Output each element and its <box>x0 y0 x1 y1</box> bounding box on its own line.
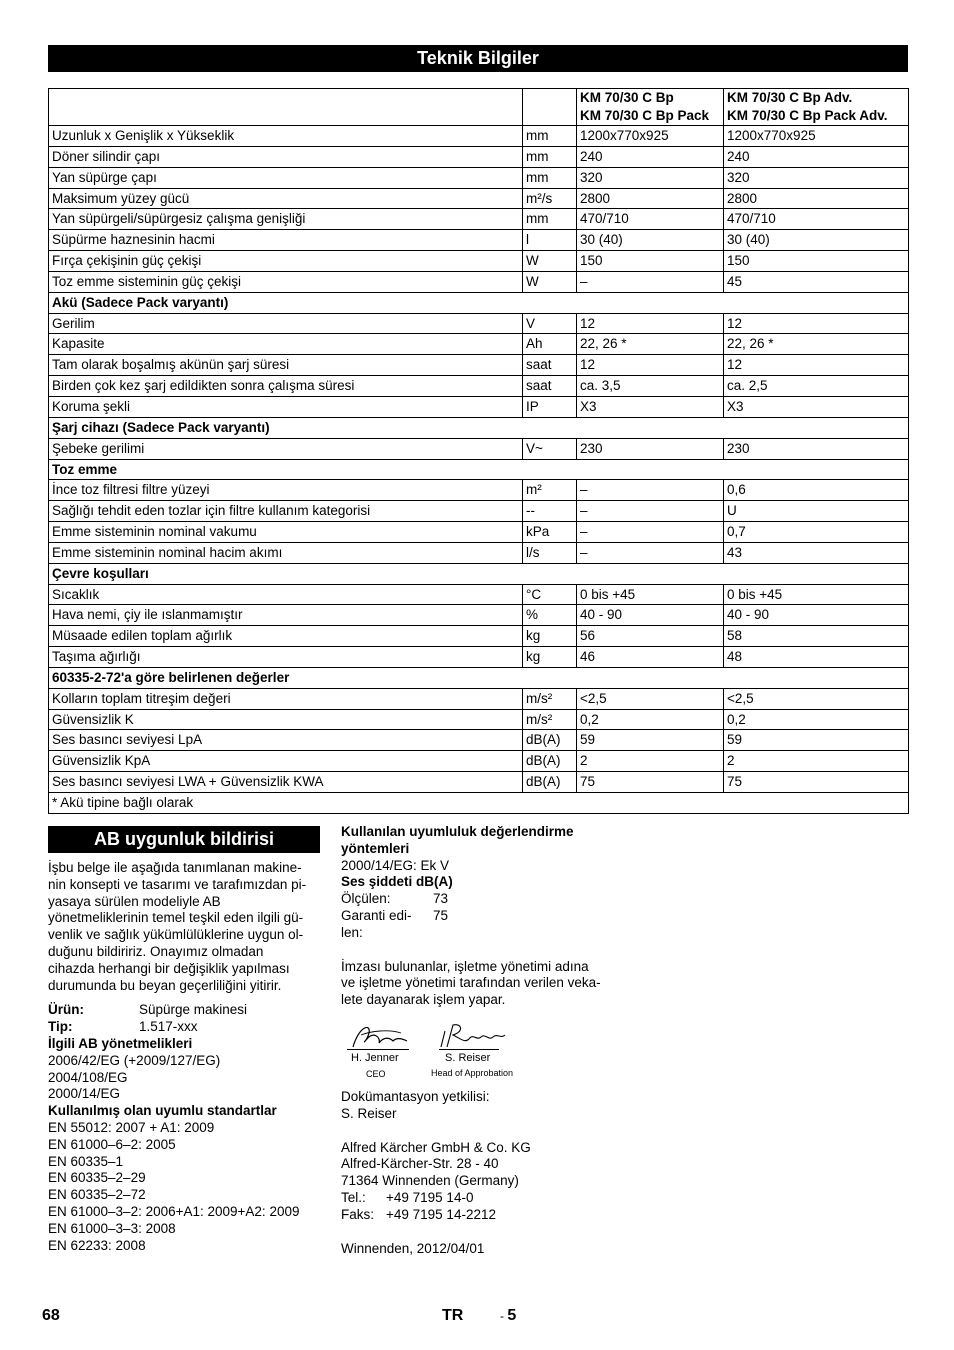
table-section-row <box>49 459 909 480</box>
fax-value: +49 7195 14-2212 <box>386 1206 496 1222</box>
measured-value: 73 <box>433 891 449 907</box>
conformity-right-column <box>341 824 631 1257</box>
header-model-1-line2: KM 70/30 C Bp Pack <box>580 108 710 123</box>
table-row <box>49 605 909 626</box>
row-value-model-1: 2 <box>577 751 724 772</box>
table-row <box>49 751 909 772</box>
type-row <box>48 1019 323 1036</box>
standard-item: EN 61000–3–2: 2006+A1: 2009+A2: 2009 <box>48 1203 300 1219</box>
intro-line: İşbu belge ile aşağıda tanımlanan makine- <box>48 860 302 875</box>
signatories-line: lete dayanarak işlem yapar. <box>341 992 506 1008</box>
row-unit: l <box>523 230 577 251</box>
row-unit: l/s <box>523 542 577 563</box>
directives-heading: İlgili AB yönetmelikleri <box>48 1035 193 1051</box>
standard-item: EN 55012: 2007 + A1: 2009 <box>48 1119 215 1135</box>
row-value-model-2: X3 <box>724 396 909 417</box>
header-cell-unit <box>523 89 577 126</box>
table-section-row <box>49 563 909 584</box>
signature-2-name: S. Reiser <box>445 1051 491 1064</box>
company-line: Alfred Kärcher GmbH & Co. KG <box>341 1139 531 1155</box>
standard-item: EN 60335–2–29 <box>48 1170 146 1186</box>
table-row <box>49 230 909 251</box>
row-value-model-2: 58 <box>724 626 909 647</box>
header-model-2-line1: KM 70/30 C Bp Adv. <box>727 90 853 105</box>
intro-line: venlik ve sağlık yükümlülüklerine uygun ol- <box>48 927 304 943</box>
row-value-model-2: 2800 <box>724 188 909 209</box>
row-unit: % <box>523 605 577 626</box>
row-description: İnce toz filtresi filtre yüzeyi <box>49 480 523 501</box>
row-value-model-1: 470/710 <box>577 209 724 230</box>
row-value-model-2: ca. 2,5 <box>724 376 909 397</box>
row-unit: m/s² <box>523 688 577 709</box>
standard-item: EN 61000–3–3: 2008 <box>48 1220 176 1236</box>
row-unit: mm <box>523 146 577 167</box>
row-value-model-1: 12 <box>577 313 724 334</box>
row-value-model-1: – <box>577 522 724 543</box>
row-description: Yan süpürgeli/süpürgesiz çalışma genişliği <box>49 209 523 230</box>
row-description: Yan süpürge çapı <box>49 167 523 188</box>
row-unit: V <box>523 313 577 334</box>
row-description: Sağlığı tehdit eden tozlar için filtre kullanım kategorisi <box>49 501 523 522</box>
standard-item: EN 61000–6–2: 2005 <box>48 1136 176 1152</box>
directive-item: 2000/14/EG <box>48 1086 121 1102</box>
table-section-row <box>49 417 909 438</box>
row-unit: dB(A) <box>523 751 577 772</box>
section-heading: Akü (Sadece Pack varyantı) <box>49 292 909 313</box>
row-unit: saat <box>523 355 577 376</box>
row-value-model-2: 320 <box>724 167 909 188</box>
row-value-model-2: 30 (40) <box>724 230 909 251</box>
table-row <box>49 251 909 272</box>
row-unit: W <box>523 271 577 292</box>
table-row <box>49 772 909 793</box>
conformity-left-column <box>48 860 323 1254</box>
table-row <box>49 396 909 417</box>
intro-line: nin konsepti ve tasarımı ve tarafımızdan pi- <box>48 876 307 892</box>
row-unit: kg <box>523 647 577 668</box>
row-description: Koruma şekli <box>49 396 523 417</box>
row-description: Kapasite <box>49 334 523 355</box>
tel-value: +49 7195 14-0 <box>386 1189 474 1205</box>
row-value-model-1: 12 <box>577 355 724 376</box>
documentation-name: S. Reiser <box>341 1105 397 1121</box>
row-value-model-1: 46 <box>577 647 724 668</box>
row-value-model-1: 240 <box>577 146 724 167</box>
intro-line: durumunda bu beyan geçerliliğini yitirir. <box>48 977 282 993</box>
table-row <box>49 313 909 334</box>
header-model-2 <box>724 89 909 126</box>
row-value-model-1: X3 <box>577 396 724 417</box>
technical-data-table <box>48 88 909 814</box>
page-number: 68 <box>42 1307 60 1324</box>
table-row <box>49 647 909 668</box>
row-unit: mm <box>523 167 577 188</box>
header-model-1 <box>577 89 724 126</box>
row-value-model-2: <2,5 <box>724 688 909 709</box>
standards-list <box>48 1120 323 1254</box>
guaranteed-value: 75 <box>433 907 449 923</box>
row-unit: m²/s <box>523 188 577 209</box>
section-heading: Şarj cihazı (Sadece Pack varyantı) <box>49 417 909 438</box>
product-row <box>48 1002 323 1019</box>
table-row <box>49 355 909 376</box>
guaranteed-label: Garanti edi- <box>341 907 412 923</box>
row-value-model-2: 240 <box>724 146 909 167</box>
row-unit: °C <box>523 584 577 605</box>
row-unit: kg <box>523 626 577 647</box>
table-row <box>49 167 909 188</box>
guaranteed-row <box>341 908 631 925</box>
row-description: Emme sisteminin nominal vakumu <box>49 522 523 543</box>
row-value-model-2: 75 <box>724 772 909 793</box>
intro-line: yasaya sürülen modeliyle AB <box>48 893 221 909</box>
table-section-row <box>49 292 909 313</box>
table-row <box>49 271 909 292</box>
header-model-1-line1: KM 70/30 C Bp <box>580 90 674 105</box>
conformity-intro <box>48 860 323 994</box>
table-footnote-row <box>49 793 909 814</box>
table-row <box>49 146 909 167</box>
type-value: 1.517-xxx <box>139 1019 198 1035</box>
signatories-line: ve işletme yönetimi tarafından verilen veka- <box>341 975 601 991</box>
table-row <box>49 688 909 709</box>
directive-item: 2006/42/EG (+2009/127/EG) <box>48 1052 221 1068</box>
row-unit: m² <box>523 480 577 501</box>
row-value-model-1: ca. 3,5 <box>577 376 724 397</box>
row-unit: mm <box>523 126 577 147</box>
row-description: Tam olarak boşalmış akünün şarj süresi <box>49 355 523 376</box>
row-unit: IP <box>523 396 577 417</box>
row-description: Hava nemi, çiy ile ıslanmamıştır <box>49 605 523 626</box>
row-description: Döner silindir çapı <box>49 146 523 167</box>
row-value-model-2: 48 <box>724 647 909 668</box>
fax-label: Faks: <box>341 1206 375 1222</box>
row-description: Uzunluk x Genişlik x Yükseklik <box>49 126 523 147</box>
row-value-model-2: 40 - 90 <box>724 605 909 626</box>
signatories-text <box>341 959 631 1009</box>
row-unit: m/s² <box>523 709 577 730</box>
row-value-model-1: 75 <box>577 772 724 793</box>
row-description: Emme sisteminin nominal hacim akımı <box>49 542 523 563</box>
row-unit: kPa <box>523 522 577 543</box>
row-unit: saat <box>523 376 577 397</box>
intro-line: cihazda herhangi bir değişiklik yapılması <box>48 960 290 976</box>
guaranteed-label-cont: len: <box>341 924 363 940</box>
table-row <box>49 126 909 147</box>
fax-row <box>341 1207 631 1224</box>
signature-1-title: CEO <box>366 1068 386 1079</box>
row-value-model-1: 1200x770x925 <box>577 126 724 147</box>
section-heading: Toz emme <box>49 459 909 480</box>
row-unit: V~ <box>523 438 577 459</box>
row-description: Müsaade edilen toplam ağırlık <box>49 626 523 647</box>
tel-label: Tel.: <box>341 1189 366 1205</box>
row-description: Ses basıncı seviyesi LpA <box>49 730 523 751</box>
row-description: Ses basıncı seviyesi LWA + Güvensizlik KWA <box>49 772 523 793</box>
row-value-model-1: – <box>577 480 724 501</box>
table-row <box>49 334 909 355</box>
table-row <box>49 501 909 522</box>
table-row <box>49 584 909 605</box>
row-value-model-2: 45 <box>724 271 909 292</box>
row-value-model-2: 150 <box>724 251 909 272</box>
table-row <box>49 522 909 543</box>
methods-heading-line1: Kullanılan uyumluluk değerlendirme <box>341 824 574 839</box>
signature-2-title: Head of Approbation <box>431 1067 514 1078</box>
row-description: Toz emme sisteminin güç çekişi <box>49 271 523 292</box>
row-unit: -- <box>523 501 577 522</box>
row-value-model-2: 1200x770x925 <box>724 126 909 147</box>
row-value-model-1: <2,5 <box>577 688 724 709</box>
row-value-model-1: – <box>577 271 724 292</box>
row-description: Gerilim <box>49 313 523 334</box>
documentation-label: Dokümantasyon yetkilisi: <box>341 1088 490 1104</box>
table-row <box>49 730 909 751</box>
signature-1-name: H. Jenner <box>351 1051 399 1064</box>
directive-item: 2004/108/EG <box>48 1069 128 1085</box>
row-value-model-2: 22, 26 * <box>724 334 909 355</box>
row-value-model-1: 22, 26 * <box>577 334 724 355</box>
table-footnote: * Akü tipine bağlı olarak <box>49 793 909 814</box>
section-heading: 60335-2-72'a göre belirlenen değerler <box>49 667 909 688</box>
row-description: Kolların toplam titreşim değeri <box>49 688 523 709</box>
row-value-model-1: 30 (40) <box>577 230 724 251</box>
company-address <box>341 1140 631 1190</box>
measured-row <box>341 891 631 908</box>
language-code: TR <box>442 1307 464 1324</box>
row-description: Güvensizlik KpA <box>49 751 523 772</box>
row-value-model-1: 230 <box>577 438 724 459</box>
row-value-model-2: U <box>724 501 909 522</box>
row-value-model-2: 0 bis +45 <box>724 584 909 605</box>
row-value-model-2: 0,2 <box>724 709 909 730</box>
row-value-model-2: 470/710 <box>724 209 909 230</box>
row-value-model-2: 230 <box>724 438 909 459</box>
row-value-model-1: 0,2 <box>577 709 724 730</box>
row-description: Maksimum yüzey gücü <box>49 188 523 209</box>
row-description: Taşıma ağırlığı <box>49 647 523 668</box>
row-value-model-2: 59 <box>724 730 909 751</box>
standard-item: EN 60335–2–72 <box>48 1187 146 1203</box>
row-value-model-1: – <box>577 501 724 522</box>
table-header-row <box>49 89 909 126</box>
section-title-technical-data: Teknik Bilgiler <box>48 45 908 72</box>
table-row <box>49 438 909 459</box>
section-heading: Çevre koşulları <box>49 563 909 584</box>
table-row <box>49 209 909 230</box>
table-section-row <box>49 667 909 688</box>
table-row <box>49 376 909 397</box>
methods-value: 2000/14/EG: Ek V <box>341 857 450 873</box>
intro-line: duğunu bildiririz. Onayımız olmadan <box>48 943 264 959</box>
company-line: 71364 Winnenden (Germany) <box>341 1173 519 1189</box>
row-value-model-1: 0 bis +45 <box>577 584 724 605</box>
product-label: Ürün: <box>48 1002 84 1018</box>
standards-heading: Kullanılmış olan uyumlu standartlar <box>48 1103 277 1119</box>
row-description: Güvensizlik K <box>49 709 523 730</box>
row-unit: dB(A) <box>523 772 577 793</box>
row-value-model-2: 0,6 <box>724 480 909 501</box>
row-value-model-1: 40 - 90 <box>577 605 724 626</box>
signature-block <box>341 1021 631 1089</box>
directives-list <box>48 1053 323 1103</box>
header-cell-empty <box>49 89 523 126</box>
row-unit: Ah <box>523 334 577 355</box>
product-value: Süpürge makinesi <box>139 1002 248 1018</box>
section-title-conformity: AB uygunluk bildirisi <box>48 826 320 853</box>
row-value-model-1: – <box>577 542 724 563</box>
row-value-model-2: 0,7 <box>724 522 909 543</box>
row-value-model-1: 150 <box>577 251 724 272</box>
row-description: Şebeke gerilimi <box>49 438 523 459</box>
row-unit: mm <box>523 209 577 230</box>
header-model-2-line2: KM 70/30 C Bp Pack Adv. <box>727 108 888 123</box>
row-value-model-1: 56 <box>577 626 724 647</box>
row-value-model-2: 43 <box>724 542 909 563</box>
type-label: Tip: <box>48 1019 73 1035</box>
row-value-model-2: 12 <box>724 313 909 334</box>
signatures-image <box>341 1021 521 1051</box>
sub-page-number: - 5 <box>500 1307 517 1324</box>
row-unit: dB(A) <box>523 730 577 751</box>
row-description: Fırça çekişinin güç çekişi <box>49 251 523 272</box>
row-description: Birden çok kez şarj edildikten sonra çalışma süresi <box>49 376 523 397</box>
row-value-model-1: 2800 <box>577 188 724 209</box>
tel-row <box>341 1190 631 1207</box>
row-description: Süpürme haznesinin hacmi <box>49 230 523 251</box>
table-row <box>49 480 909 501</box>
table-row <box>49 626 909 647</box>
measured-label: Ölçülen: <box>341 891 391 907</box>
table-row <box>49 542 909 563</box>
row-value-model-2: 12 <box>724 355 909 376</box>
company-line: Alfred-Kärcher-Str. 28 - 40 <box>341 1156 499 1172</box>
sub-page-value: 5 <box>507 1307 517 1324</box>
signatories-line: İmzası bulunanlar, işletme yönetimi adına <box>341 958 589 974</box>
row-value-model-2: 2 <box>724 751 909 772</box>
table-row <box>49 188 909 209</box>
intro-line: yönetmeliklerinin temel teşkil eden ilgili gü- <box>48 910 304 926</box>
methods-heading-line2: yöntemleri <box>341 840 410 856</box>
standard-item: EN 62233: 2008 <box>48 1237 146 1253</box>
row-description: Sıcaklık <box>49 584 523 605</box>
place-date: Winnenden, 2012/04/01 <box>341 1240 485 1256</box>
table-row <box>49 709 909 730</box>
standard-item: EN 60335–1 <box>48 1153 124 1169</box>
row-value-model-1: 59 <box>577 730 724 751</box>
sound-heading: Ses şiddeti dB(A) <box>341 874 453 890</box>
row-value-model-1: 320 <box>577 167 724 188</box>
row-unit: W <box>523 251 577 272</box>
